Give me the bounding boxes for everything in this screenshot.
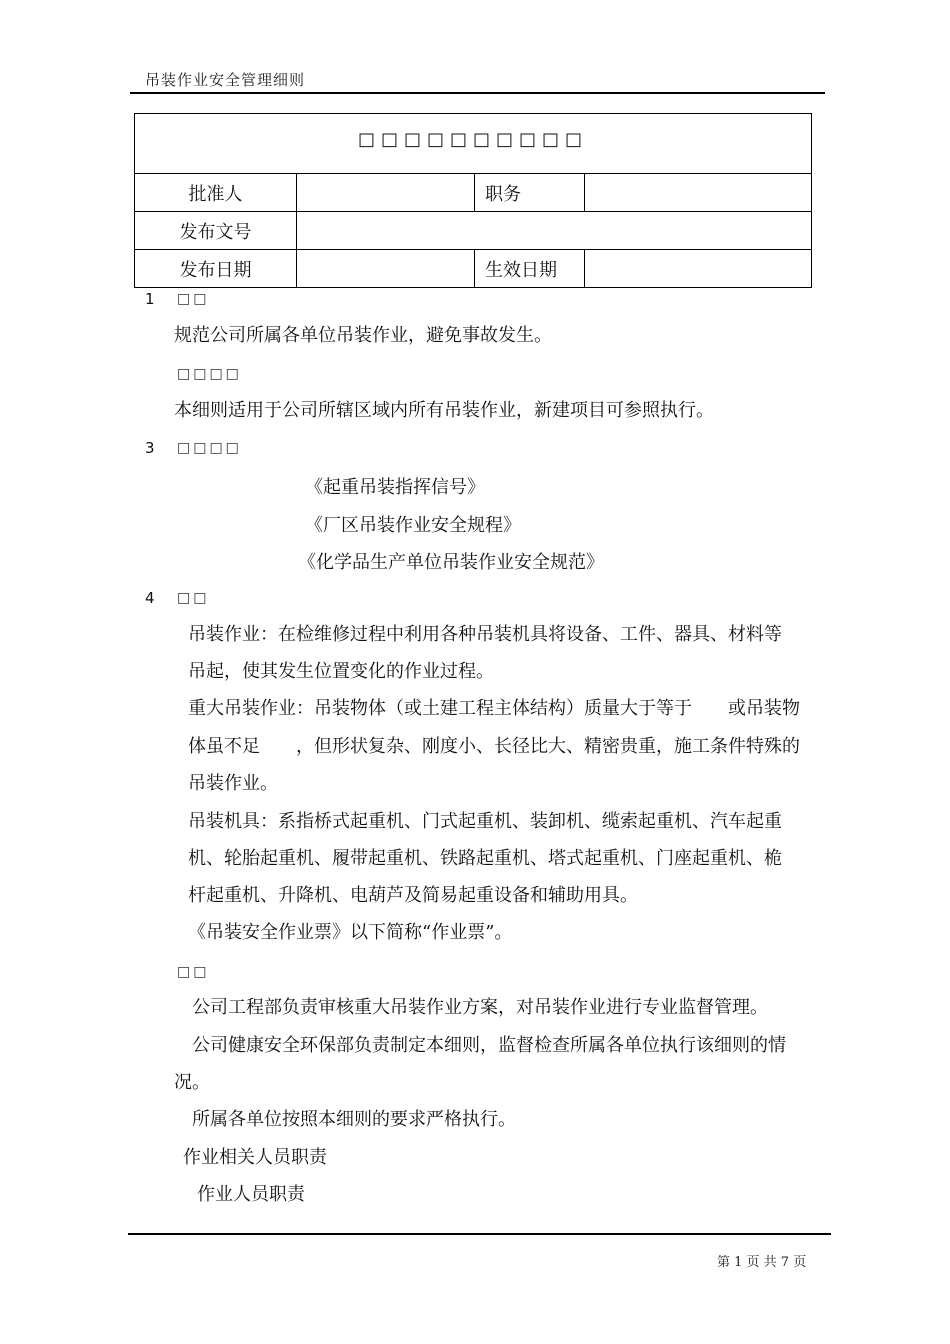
subsection-heading: 作业人员职责 [197,1184,305,1205]
footer-divider [128,1233,831,1235]
release-date-label: 发布日期 [135,250,297,288]
section-3-heading: □□□□ [177,440,242,456]
definition-line: 吊装作业：在检维修过程中利用各种吊装机具将设备、工件、器具、材料等 [188,624,782,645]
approver-value [297,174,475,212]
definition-line: 机、轮胎起重机、履带起重机、铁路起重机、塔式起重机、门座起重机、桅 [188,848,782,869]
section-1-text: 规范公司所属各单位吊装作业，避免事故发生。 [174,325,552,346]
responsibility-line: 公司工程部负责审核重大吊装作业方案，对吊装作业进行专业监督管理。 [192,997,768,1018]
doc-number-label: 发布文号 [135,212,297,250]
reference-item: 《厂区吊装作业安全规程》 [305,515,521,536]
definition-line: 重大吊装作业：吊装物体（或土建工程主体结构）质量大于等于 或吊装物 [188,698,800,719]
effective-date-value [585,250,812,288]
document-header-title: 吊装作业安全管理细则 [145,71,306,89]
table-title: □□□□□□□□□□ [135,114,812,174]
definition-line: 杆起重机、升降机、电葫芦及简易起重设备和辅助用具。 [188,885,638,906]
reference-item: 《化学品生产单位吊装作业安全规范》 [298,552,604,573]
section-5-heading: □□ [177,964,210,980]
section-3-number: 3 [145,439,155,457]
section-1-heading: □□ [177,291,210,307]
definition-line: 吊装作业。 [188,773,278,794]
section-2-text: 本细则适用于公司所辖区域内所有吊装作业，新建项目可参照执行。 [174,400,714,421]
section-1-number: 1 [145,290,155,308]
section-2-heading: □□□□ [177,366,242,382]
release-date-value [297,250,475,288]
definition-line: 吊装机具：系指桥式起重机、门式起重机、装卸机、缆索起重机、汽车起重 [188,811,782,832]
definition-line: 吊起，使其发生位置变化的作业过程。 [188,661,494,682]
effective-date-label: 生效日期 [475,250,585,288]
header-divider [130,92,825,94]
responsibility-line: 公司健康安全环保部负责制定本细则，监督检查所属各单位执行该细则的情 [192,1035,786,1056]
page-number: 第 1 页 共 7 页 [717,1255,807,1270]
reference-item: 《起重吊装指挥信号》 [305,477,485,498]
doc-number-value [297,212,812,250]
subsection-heading: 作业相关人员职责 [183,1147,327,1168]
position-value [585,174,812,212]
responsibility-line: 所属各单位按照本细则的要求严格执行。 [192,1109,516,1130]
position-label: 职务 [475,174,585,212]
approver-label: 批准人 [135,174,297,212]
responsibility-line: 况。 [174,1072,210,1093]
definition-line: 《吊装安全作业票》以下简称“作业票”。 [188,922,513,943]
section-4-heading: □□ [177,590,210,606]
definition-line: 体虽不足 ，但形状复杂、刚度小、长径比大、精密贵重，施工条件特殊的 [188,736,800,757]
approval-table [134,113,812,288]
section-4-number: 4 [145,589,155,607]
